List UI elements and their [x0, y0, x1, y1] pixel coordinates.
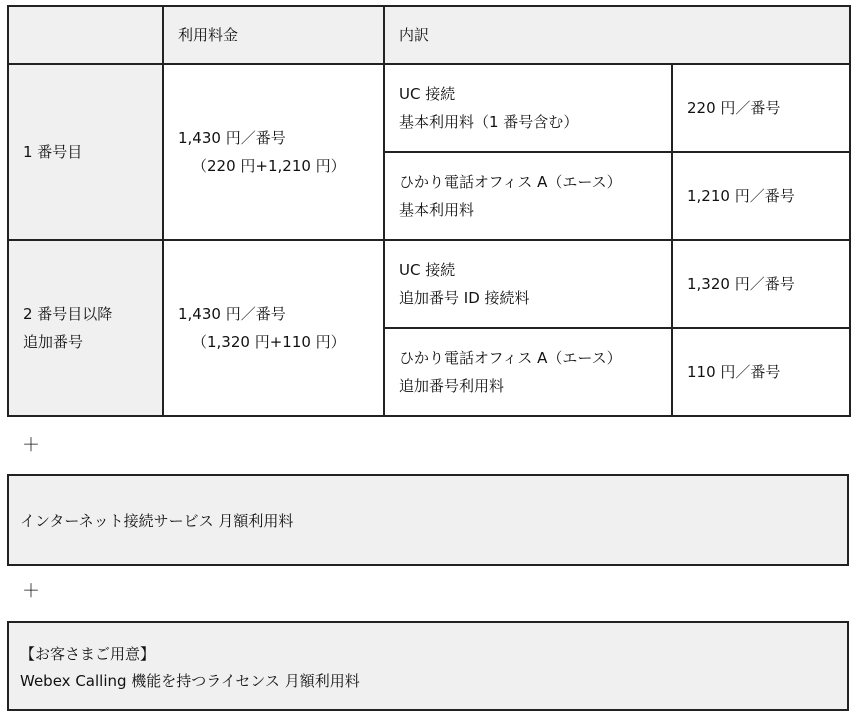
pricing-table: [7, 5, 851, 417]
breakdown-price-cell: 1,210 円／番号: [672, 152, 850, 240]
table-row: [8, 240, 850, 328]
header-breakdown: 内訳: [384, 6, 850, 64]
header-fee: 利用料金: [163, 6, 384, 64]
row-label-line: 1 番号目: [23, 143, 83, 161]
row-label-line: 2 番号目以降: [23, 305, 113, 323]
webex-license-label: Webex Calling 機能を持つライセンス 月額利用料: [20, 672, 360, 690]
breakdown-desc-cell: [384, 328, 672, 416]
breakdown-desc-line: 追加番号 ID 接続料: [399, 289, 530, 307]
row-label-first-number: [8, 64, 163, 240]
breakdown-price-cell: 110 円／番号: [672, 328, 850, 416]
header-blank-cell: [8, 6, 163, 64]
breakdown-desc-line: ひかり電話オフィス A（エース）: [399, 349, 622, 367]
breakdown-desc-cell: [384, 64, 672, 152]
breakdown-desc-cell: [384, 152, 672, 240]
breakdown-desc-line: UC 接続: [399, 261, 456, 279]
fee-detail: （1,320 円+110 円）: [192, 333, 346, 351]
internet-service-label: インターネット接続サービス 月額利用料: [20, 512, 294, 530]
webex-license-box: [7, 621, 849, 711]
table-row: [8, 64, 850, 152]
breakdown-price-cell: 220 円／番号: [672, 64, 850, 152]
breakdown-desc-line: UC 接続: [399, 85, 456, 103]
breakdown-desc-line: ひかり電話オフィス A（エース）: [399, 173, 622, 191]
breakdown-price-cell: 1,320 円／番号: [672, 240, 850, 328]
webex-note-label: 【お客さまご用意】: [20, 645, 156, 663]
breakdown-desc-line: 基本利用料（1 番号含む）: [399, 113, 579, 131]
table-header-row: [8, 6, 850, 64]
breakdown-desc-cell: [384, 240, 672, 328]
fee-total: 1,430 円／番号: [178, 129, 286, 147]
plus-sign: ＋: [22, 581, 40, 602]
breakdown-desc-line: 追加番号利用料: [399, 377, 505, 395]
plus-sign: ＋: [22, 435, 40, 456]
row-label-line: 追加番号: [23, 333, 84, 351]
fee-cell-first-number: [163, 64, 384, 240]
fee-detail: （220 円+1,210 円）: [192, 157, 346, 175]
fee-cell-additional-numbers: [163, 240, 384, 416]
internet-service-box: [7, 474, 849, 566]
fee-total: 1,430 円／番号: [178, 305, 286, 323]
breakdown-desc-line: 基本利用料: [399, 201, 475, 219]
row-label-additional-numbers: [8, 240, 163, 416]
